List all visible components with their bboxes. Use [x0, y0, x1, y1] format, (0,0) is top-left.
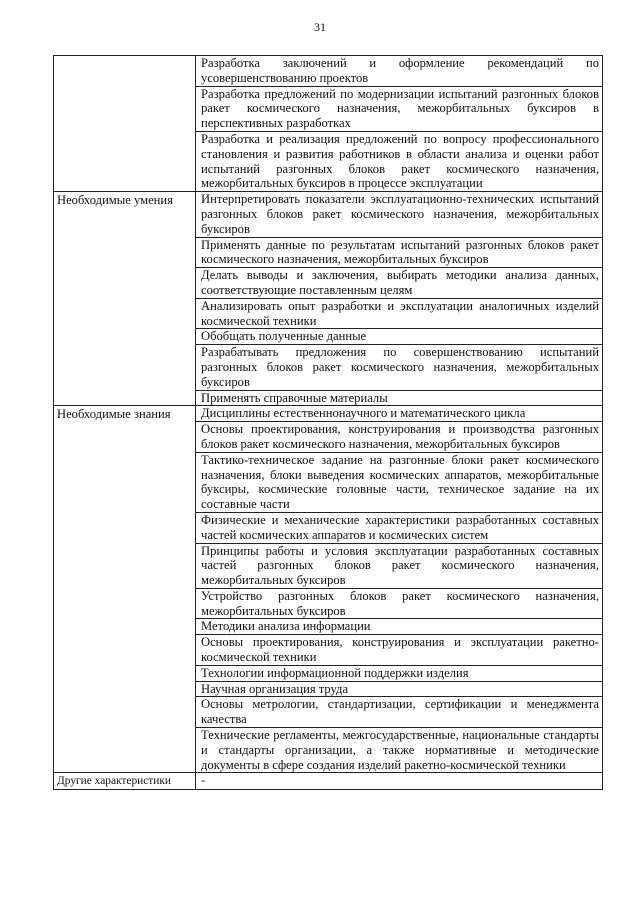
table-row: Разрабатывать предложения по совершенствованию испытаний разгонных блоков ракет космического назначения, межорбитальных буксиров [196, 345, 603, 390]
table-row: Устройство разгонных блоков ракет космического назначения, межорбитальных буксиров [196, 588, 603, 619]
table-row: Технологии информационной поддержки изделия [196, 665, 603, 681]
prev-section-label-cell [54, 56, 196, 192]
table-row: Основы проектирования, конструирования и производства разгонных блоков ракет космического назначения, межорбитальных буксиров [196, 422, 603, 453]
characteristics-table [53, 55, 603, 790]
table-row: Тактико-техническое задание на разгонные блоки ракет космического назначения, блоки выведения космических аппаратов, межорбитальные буксиры, космические головные части, техническое задание на их составные части [196, 452, 603, 512]
table-row: Анализировать опыт разработки и эксплуатации аналогичных изделий космической техники [196, 298, 603, 329]
table-row: Разработка и реализация предложений по вопросу профессионального становления и развития работников в области анализа и оценки работ испытаний разгонных блоков ракет космического назначения, межорбитальных буксиров в процессе эксплуатации [196, 131, 603, 191]
table-row: Применять справочные материалы [196, 390, 603, 406]
table-row: Физические и механические характеристики разработанных составных частей космических аппаратов и космических систем [196, 512, 603, 543]
knowledge-label: Необходимые знания [54, 406, 196, 773]
table-row: Применять данные по результатам испытаний разгонных блоков ракет космического назначения, межорбитальных буксиров [196, 237, 603, 268]
other-characteristics-label: Другие характеристики [54, 773, 196, 790]
table-row: Разработка заключений и оформление рекомендаций по усовершенствованию проектов [196, 56, 603, 87]
table-row: Обобщать полученные данные [196, 329, 603, 345]
table-row: Методики анализа информации [196, 619, 603, 635]
table-row: Научная организация труда [196, 681, 603, 697]
other-characteristics-value: - [196, 773, 603, 790]
skills-label: Необходимые умения [54, 192, 196, 406]
table-row: Основы метрологии, стандартизации, сертификации и менеджмента качества [196, 697, 603, 728]
table-row: Основы проектирования, конструирования и эксплуатации ракетно-космической техники [196, 635, 603, 666]
table-row: Интерпретировать показатели эксплуатационно-технических испытаний разгонных блоков ракет космического назначения, межорбитальных буксиров [196, 192, 603, 237]
page-number: 31 [314, 20, 326, 34]
table-row: Принципы работы и условия эксплуатации разработанных составных частей разгонных блоков ракет космического назначения, межорбитальных буксиров [196, 543, 603, 588]
table-row: Дисциплины естественнонаучного и математического цикла [196, 406, 603, 422]
table-row: Технические регламенты, межгосударственные, национальные стандарты и стандарты организации, а также нормативные и методические документы в сфере создания изделий ракетно-космической техники [196, 728, 603, 773]
table-row: Делать выводы и заключения, выбирать методики анализа данных, соответствующие поставленным целям [196, 268, 603, 299]
table-row: Разработка предложений по модернизации испытаний разгонных блоков ракет космического назначения, межорбитальных буксиров в перспективных разработках [196, 86, 603, 131]
